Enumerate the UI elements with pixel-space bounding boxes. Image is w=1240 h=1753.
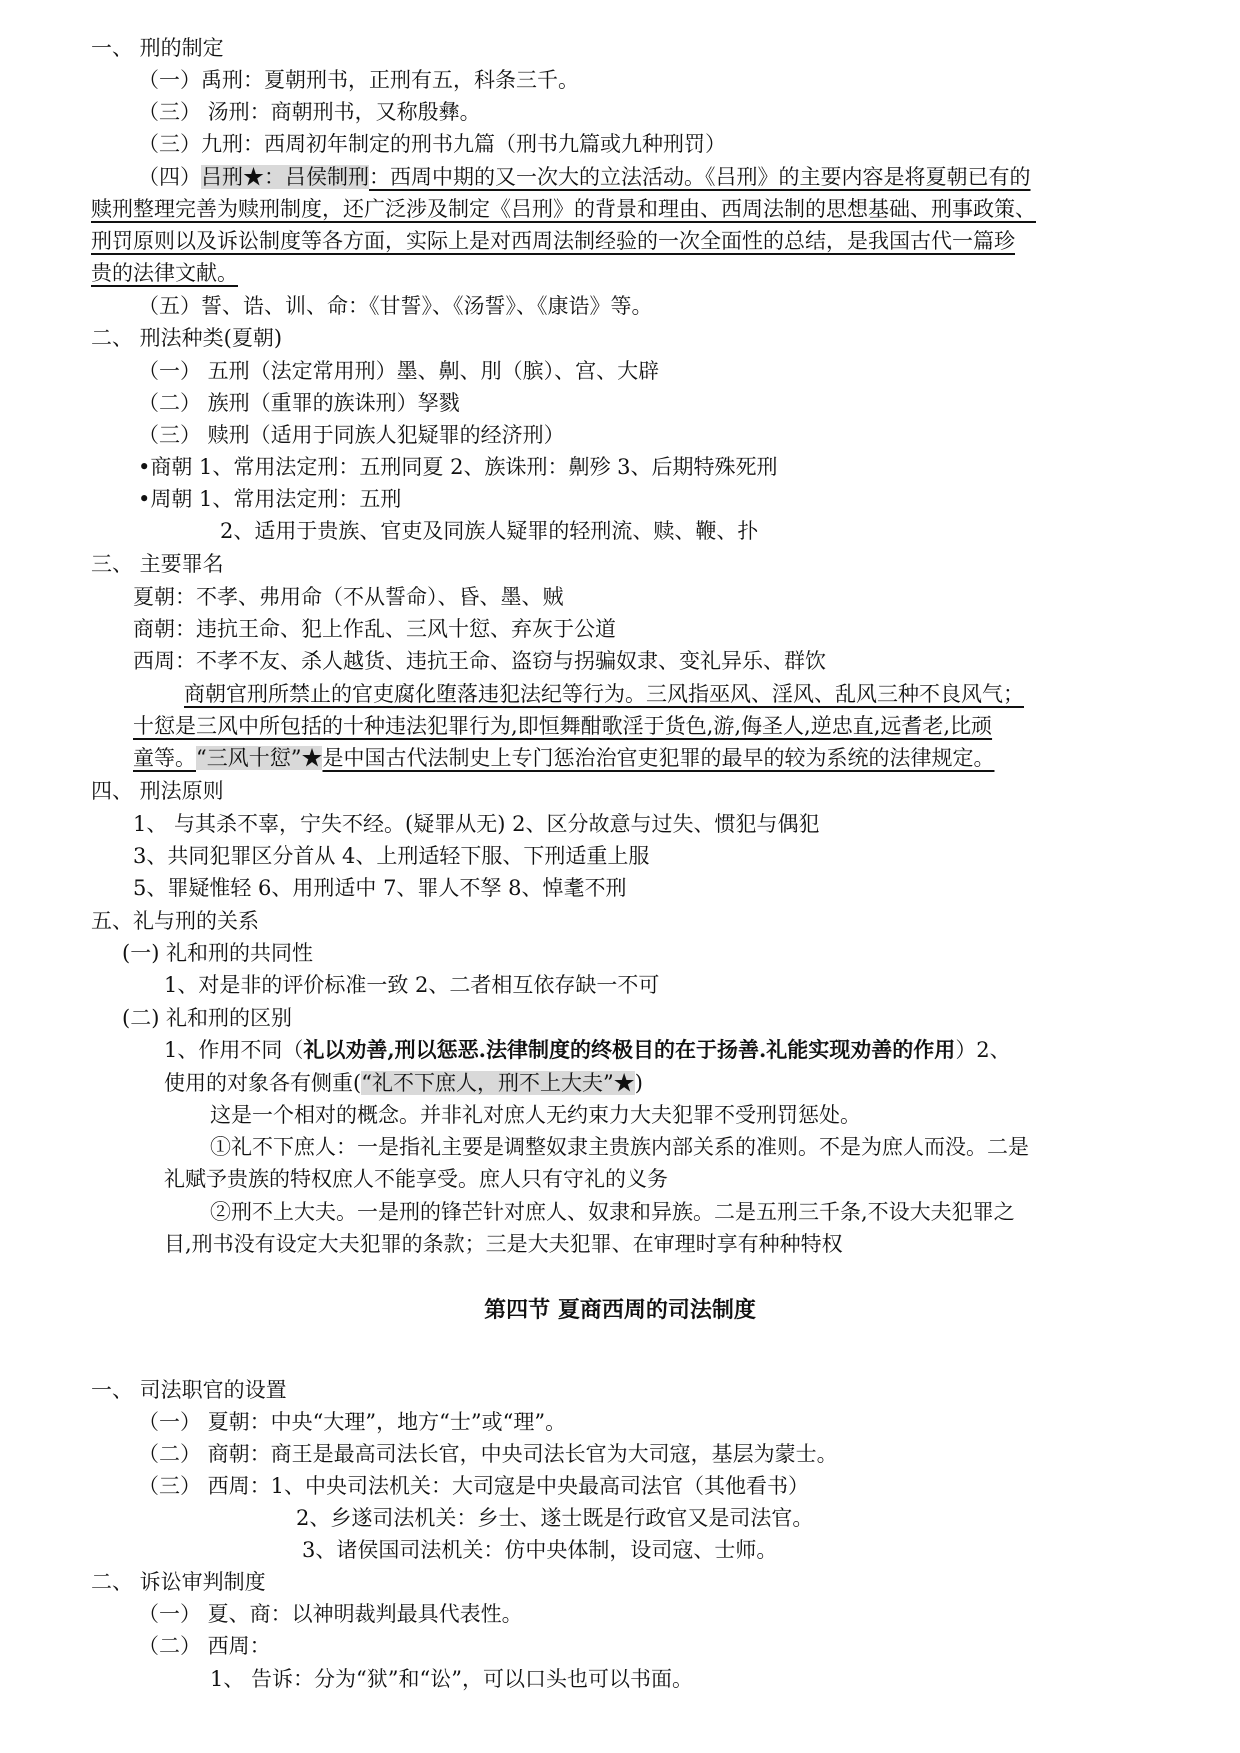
underlined-text: 是中国古代法制史上专门惩治治官吏犯罪的最早的较为系统的法律规定。 (322, 746, 995, 770)
list-item: 2、适用于贵族、官吏及同族人疑罪的轻刑流、赎、鞭、扑 (220, 519, 759, 543)
list-item: 夏朝：不孝、弗用命（不从誓命）、昏、墨、贼 (133, 585, 564, 609)
section-heading: 一、 刑的制定 (91, 36, 224, 60)
item-text: 1、作用不同（ (164, 1038, 304, 1062)
list-item (164, 1068, 643, 1098)
underlined-text: 童等。 (133, 746, 196, 770)
section-heading: 五、礼与刑的关系 (91, 909, 259, 933)
list-item: （二） 西周： (138, 1634, 271, 1658)
list-item: （一） 五刑（法定常用刑）墨、劓、刖（膑）、宫、大辟 (138, 359, 660, 383)
underlined-text: 赎刑整理完善为赎刑制度，还广泛涉及制定《吕刑》的背景和理由、西周法制的思想基础、刑事政策、 (91, 197, 1036, 221)
section-heading: 四、 刑法原则 (91, 779, 224, 803)
list-item: 3、共同犯罪区分首从 4、上刑适轻下服、下刑适重上服 (133, 844, 650, 868)
paragraph-line (133, 743, 994, 773)
section-heading: 二、 刑法种类(夏朝) (91, 326, 283, 350)
list-item: 1、对是非的评价标准一致 2、二者相互依存缺一不可 (164, 973, 660, 997)
list-item: （二） 族刑（重罪的族诛刑）孥戮 (138, 391, 460, 415)
list-item: 2、乡遂司法机关：乡士、遂士既是行政官又是司法官。 (296, 1506, 814, 1530)
item-text: ）2、 (955, 1038, 1011, 1062)
underlined-text: 刑罚原则以及诉讼制度等各方面，实际上是对西周法制经验的一次全面性的总结，是我国古代一篇珍 (91, 229, 1015, 253)
underlined-text: 商朝官刑所禁止的官吏腐化堕落违犯法纪等行为。三风指巫风、淫风、乱风三种不良风气； (184, 682, 1024, 706)
highlighted-term: 吕刑★：吕侯制刑 (201, 165, 369, 189)
list-item: （二） 商朝：商王是最高司法长官，中央司法长官为大司寇，基层为蒙士。 (138, 1442, 838, 1466)
list-item: （一）禹刑：夏朝刑书，正刑有五，科条三千。 (138, 68, 579, 92)
underlined-text: 十愆是三风中所包括的十种违法犯罪行为,即恒舞酣歌淫于货色,游,侮圣人,逆忠直,远耆老,比顽 (133, 714, 993, 738)
underlined-text: ：西周中期的又一次大的立法活动。《吕刑》的主要内容是将夏朝已有的 (369, 165, 1031, 189)
bold-text: 礼以劝善,刑以惩恶.法律制度的终极目的在于扬善.礼能实现劝善的作用 (303, 1037, 956, 1062)
highlighted-term: “三风十愆”★ (196, 746, 323, 770)
list-item: •周朝 1、常用法定刑：五刑 (138, 487, 402, 511)
list-item: 西周：不孝不友、杀人越货、违抗王命、盗窃与拐骗奴隶、变礼异乐、群饮 (133, 649, 826, 673)
list-item: （三）九刑：西周初年制定的刑书九篇（刑书九篇或九种刑罚） (138, 132, 726, 156)
list-item: 5、罪疑惟轻 6、用刑适中 7、罪人不孥 8、悼耄不刑 (133, 876, 627, 900)
sub-heading: (二) 礼和刑的区别 (122, 1006, 293, 1030)
list-item: 1、 告诉：分为“狱”和“讼”，可以口头也可以书面。 (210, 1667, 693, 1691)
list-item: （一） 夏朝：中央“大理”，地方“士”或“理”。 (138, 1410, 567, 1434)
section-heading: 一、 司法职官的设置 (91, 1378, 287, 1402)
item-text: 使用的对象各有侧重( (164, 1071, 362, 1095)
list-item (164, 1035, 1011, 1065)
list-item: （三） 西周：1、中央司法机关：大司寇是中央最高司法官（其他看书） (138, 1474, 810, 1498)
paragraph-line: 这是一个相对的概念。并非礼对庶人无约束力大夫犯罪不受刑罚惩处。 (210, 1103, 861, 1127)
underlined-text: 贵的法律文献。 (91, 261, 238, 285)
list-item: （一） 夏、商：以神明裁判最具代表性。 (138, 1602, 523, 1626)
list-item: •商朝 1、常用法定刑：五刑同夏 2、族诛刑：劓殄 3、后期特殊死刑 (138, 455, 778, 479)
paragraph-line: ①礼不下庶人：一是指礼主要是调整奴隶主贵族内部关系的准则。不是为庶人而没。二是 (210, 1135, 1029, 1159)
list-item: 3、诸侯国司法机关：仿中央体制，设司寇、士师。 (302, 1538, 778, 1562)
list-item: 商朝：违抗王命、犯上作乱、三风十愆、弃灰于公道 (133, 617, 616, 641)
paragraph-line: 目,刑书没有设定大夫犯罪的条款；三是大夫犯罪、在审理时享有种种特权 (164, 1232, 843, 1256)
paragraph-line: ②刑不上大夫。一是刑的锋芒针对庶人、奴隶和异族。二是五刑三千条,不设大夫犯罪之 (210, 1200, 1015, 1224)
section-title: 第四节 夏商西周的司法制度 (484, 1297, 756, 1323)
item-text: ) (634, 1071, 643, 1095)
sub-heading: (一) 礼和刑的共同性 (122, 941, 314, 965)
list-item: （五）誓、诰、训、命：《甘誓》、《汤誓》、《康诰》等。 (138, 294, 653, 318)
list-item: （三） 汤刑：商朝刑书，又称殷彝。 (138, 100, 481, 124)
list-item: （三） 赎刑（适用于同族人犯疑罪的经济刑） (138, 423, 565, 447)
section-heading: 二、 诉讼审判制度 (91, 1570, 266, 1594)
list-item: 1、 与其杀不辜，宁失不经。(疑罪从无) 2、区分故意与过失、惯犯与偶犯 (133, 812, 820, 836)
item-prefix: （四） (138, 165, 201, 189)
highlighted-term: “礼不下庶人，刑不上大夫”★ (361, 1071, 635, 1095)
section-heading: 三、 主要罪名 (91, 552, 224, 576)
list-item (138, 162, 1031, 192)
paragraph-line: 礼赋予贵族的特权庶人不能享受。庶人只有守礼的义务 (164, 1167, 668, 1191)
